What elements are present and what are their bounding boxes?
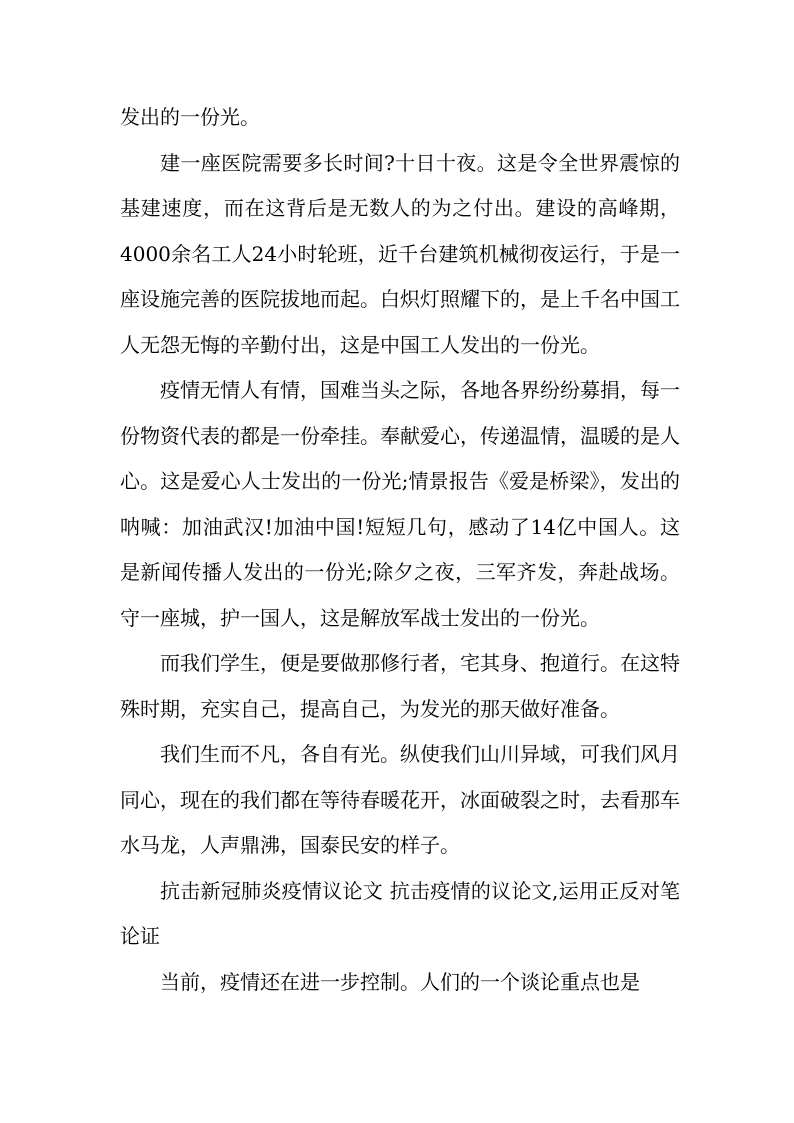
document-body (120, 95, 680, 1005)
paragraph-5: 我们生而不凡，各自有光。纵使我们山川异域，可我们风月同心，现在的我们都在等待春暖花开，冰面破裂之时，去看那车水马龙，人声鼎沸，国泰民安的样子。 (120, 742, 680, 857)
section-title: 抗击新冠肺炎疫情议论文 抗击疫情的议论文,运用正反对笔论证 (120, 878, 680, 948)
paragraph-3: 疫情无情人有情，国难当头之际，各地各界纷纷募捐，每一份物资代表的都是一份牵挂。奉献爱心，传递温情，温暖的是人心。这是爱心人士发出的一份光;情景报告《爱是桥梁》，发出的呐喊：加油武汉!加油中国!短短几句，感动了14亿中国人。这是新闻传播人发出的一份光;除夕之夜，三军齐发，奔赴战场。守一座城，护一国人，这是解放军战士发出的一份光。 (120, 378, 680, 630)
paragraph-6: 当前，疫情还在进一步控制。人们的一个谈论重点也是 (160, 969, 640, 994)
paragraph-4: 而我们学生，便是要做那修行者，宅其身、抱道行。在这特殊时期，充实自己，提高自己，为发光的那天做好准备。 (120, 651, 680, 721)
paragraph-1: 发出的一份光。 (120, 105, 260, 129)
paragraph-2: 建一座医院需要多长时间?十日十夜。这是令全世界震惊的基建速度，而在这背后是无数人的为之付出。建设的高峰期，4000余名工人24小时轮班，近千台建筑机械彻夜运行，于是一座设施完善的医院拔地而起。白炽灯照耀下的，是上千名中国工人无怨无悔的辛勤付出，这是中国工人发出的一份光。 (120, 150, 680, 357)
